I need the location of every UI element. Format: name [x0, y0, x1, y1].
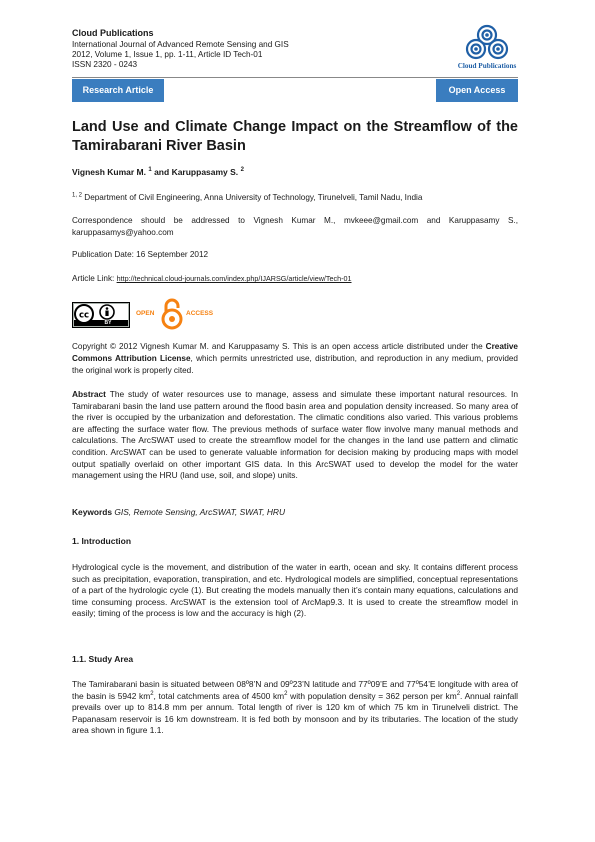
study-area-sup1: 2 — [150, 690, 154, 697]
header-divider — [72, 77, 518, 78]
study-area-p4: . Annual rainfall prevails over up to 814.8 mm per annum. Total length of river is 120 km of which 75 km in Tirunelveli district. The Papanasam reservoir is 16 km downstream. It is fed both by monsoon and by its tributaries. The location of the study area shown in figure 1.1. — [72, 690, 518, 736]
article-link-url[interactable]: http://technical.cloud-journals.com/index.php/IJARSG/article/view/Tech-01 — [116, 274, 352, 283]
copyright-notice — [72, 341, 518, 376]
logo-text: Cloud Publications — [457, 62, 517, 70]
study-area-p3: with population density = 362 person per km — [287, 690, 457, 701]
open-access-badge: Open Access — [436, 79, 518, 102]
open-lock-icon — [160, 298, 184, 330]
study-area-p2: , total catchments area of 4500 km — [153, 690, 285, 701]
open-access-logo — [136, 298, 212, 330]
study-area-sup2: 2 — [284, 690, 288, 697]
copyright-part2: , which permits unrestricted use, distribution, and reproduction in any medium, provided the original work is properly cited. — [72, 353, 518, 375]
author-joiner: and — [151, 167, 172, 177]
section-heading-study-area: 1.1. Study Area — [72, 654, 134, 664]
keywords-text: GIS, Remote Sensing, ArcSWAT, SWAT, HRU — [112, 507, 286, 517]
publisher-name: Cloud Publications — [72, 28, 154, 38]
section-heading-introduction: 1. Introduction — [72, 536, 132, 546]
cc-by-text: BY — [104, 320, 112, 326]
keywords — [72, 507, 518, 519]
abstract-text: The study of water resources use to manage, assess and simulate these important natural resources. In Tamirabarani basin the land use pattern around the flood basin area and population density increased. So many area of the river is occupied by the urbanization and deforestation. The climatic conditions also varied. This various problems are affecting the surface water flow. The previous methods of surface water flow involve many manual methods and calculations. The ArcSWAT used to create the streamflow model for the changes in the land use pattern and climatic condition. ArcSWAT can be used to generate valuable information for decision making by producing maps with model output spatially overlaid on other important GIS data. In this ArcSWAT used to develop the model for the water management using the HRU (land use, soil, and slope) units. — [72, 389, 518, 481]
introduction-text: Hydrological cycle is the movement, and distribution of the water in earth, ocean and sky. It contains different process such as precipitation, evaporation, transpiration, and etc. Hydrological models are simplified, conceptual representations of a part of the hydrologic cycle (1). But creating the models manually then it’s contain many equations, calculations and time consuming process. ArcSWAT is the extension tool of ArcMap9.3. It is used to create the streamflow model in easily; timing of the process is low and the accuracy is high (2). — [72, 562, 518, 619]
license-name: Creative Commons Attribution License — [72, 342, 518, 363]
oa-access-text: ACCESS — [186, 310, 214, 317]
cloud-publications-logo — [456, 22, 518, 74]
affiliation — [72, 192, 518, 204]
svg-text:cc: cc — [78, 310, 90, 321]
abstract-label: Abstract — [72, 389, 106, 399]
author-line — [72, 167, 244, 177]
author-1: Vignesh Kumar M. — [72, 167, 146, 177]
oa-open-text: OPEN — [136, 310, 155, 317]
volume-line: 2012, Volume 1, Issue 1, pp. 1-11, Article ID Tech-01 — [72, 50, 263, 59]
study-area-text — [72, 679, 518, 737]
journal-name: International Journal of Advanced Remote Sensing and GIS — [72, 40, 289, 49]
article-link-label: Article Link: — [72, 274, 117, 283]
study-area-sup3: 2 — [456, 690, 461, 697]
research-article-badge: Research Article — [72, 79, 164, 102]
author-2-sup: 2 — [240, 167, 244, 174]
affiliation-text: Department of Civil Engineering, Anna University of Technology, Tirunelveli, Tamil Nadu, India — [82, 193, 423, 202]
paper-title: Land Use and Climate Change Impact on the Streamflow of the Tamirabarani River Basin — [72, 119, 518, 154]
cc-by-badge[interactable] — [72, 302, 130, 328]
study-area-p1: The Tamirabarani basin is situated between 08º8’N and 09º23’N latitude and 77º09’E and 77º54’E longitude with area of the basin is 5942 km — [72, 679, 518, 701]
correspondence: Correspondence should be addressed to Vignesh Kumar M., mvkeee@gmail.com and Karuppasamy S., karuppasamys@yahoo.com — [72, 216, 518, 237]
author-2: Karuppasamy S. — [171, 167, 239, 177]
abstract — [72, 389, 518, 482]
issn-line: ISSN 2320 - 0243 — [72, 60, 138, 69]
article-link-line — [72, 273, 518, 285]
publication-date: Publication Date: 16 September 2012 — [72, 250, 209, 259]
keywords-label: Keywords — [72, 507, 113, 517]
author-1-sup: 1 — [148, 167, 152, 174]
copyright-part1: Copyright © 2012 Vignesh Kumar M. and Karuppasamy S. This is an open access article distributed under the — [72, 342, 486, 351]
affiliation-sup: 1, 2 — [72, 192, 83, 199]
